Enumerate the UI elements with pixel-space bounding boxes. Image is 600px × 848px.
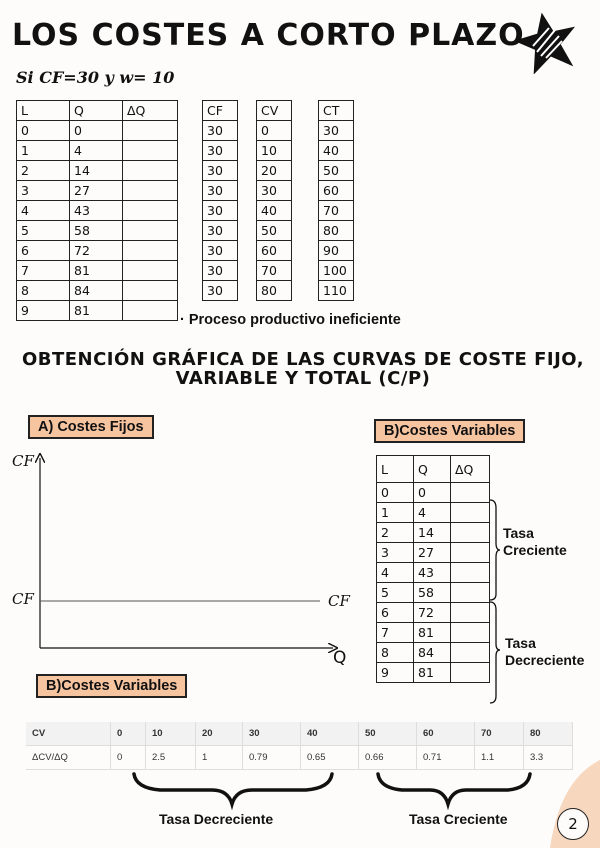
page-number: 2 <box>557 808 589 840</box>
header-dq: ΔQ <box>123 101 178 121</box>
table-row: 3 27 <box>17 181 178 201</box>
header-q: Q <box>414 456 451 483</box>
table-row: 5 58 <box>377 583 490 603</box>
table-row: 6 72 <box>377 603 490 623</box>
bottom-tasa-decreciente: Tasa Decreciente <box>159 811 274 827</box>
bracket-icons <box>488 498 502 708</box>
tasa-decreciente-label: Tasa Decreciente <box>505 635 585 668</box>
table-row: ΔCV/ΔQ 0 2.5 1 0.79 0.65 0.66 0.71 1.1 3.3 <box>26 746 573 770</box>
variable-costs-label-right: B)Costes Variables <box>374 419 525 443</box>
table-row: 2 14 <box>17 161 178 181</box>
inefficient-note: · Proceso productivo ineficiente <box>180 312 401 328</box>
cf-left-label: CF <box>12 590 34 608</box>
table-row: 4 43 <box>17 201 178 221</box>
bottom-tasa-creciente: Tasa Creciente <box>409 811 508 827</box>
header-dq: ΔQ <box>451 456 490 483</box>
header-l: L <box>377 456 414 483</box>
cf-header: CF <box>203 101 238 121</box>
cf-table: CF 30 30 30 30 30 30 30 30 30 <box>202 100 238 301</box>
table-row: 0 0 <box>17 121 178 141</box>
fixed-cost-graph <box>8 450 358 670</box>
corner-decoration <box>520 760 600 848</box>
variable-table <box>376 455 490 683</box>
production-table <box>16 100 178 321</box>
table-row: CV 0 10 20 30 40 50 60 70 80 <box>26 722 573 746</box>
star-icon <box>515 12 577 74</box>
header-q: Q <box>70 101 123 121</box>
ct-table: CT 30 40 50 60 70 80 90 100 110 <box>318 100 354 301</box>
fixed-costs-label: A) Costes Fijos <box>28 415 154 439</box>
table-row: 9 81 <box>377 663 490 683</box>
section-title: OBTENCIÓN GRÁFICA DE LAS CURVAS DE COSTE FIJO, VARIABLE Y TOTAL (C/P) <box>21 349 585 389</box>
y-axis-label: CF <box>12 452 34 470</box>
table-row: 2 14 <box>377 523 490 543</box>
table-row: 5 58 <box>17 221 178 241</box>
cv-table: CV 0 10 20 30 40 50 60 70 80 <box>256 100 292 301</box>
table-row: 4 43 <box>377 563 490 583</box>
x-axis-label: Q <box>333 648 347 668</box>
ct-header: CT <box>319 101 354 121</box>
table-row: 1 4 <box>17 141 178 161</box>
page-title: LOS COSTES A CORTO PLAZO <box>12 18 525 53</box>
cf-right-label: CF <box>328 592 350 610</box>
subtitle: Si CF=30 y w= 10 <box>16 68 175 87</box>
bottom-braces <box>130 770 570 810</box>
table-row: 7 81 <box>17 261 178 281</box>
table-row: 3 27 <box>377 543 490 563</box>
header-l: L <box>17 101 70 121</box>
marginal-cost-table <box>26 722 573 770</box>
table-row: 7 81 <box>377 623 490 643</box>
table-row: 1 4 <box>377 503 490 523</box>
cv-header: CV <box>257 101 292 121</box>
variable-costs-label-left: B)Costes Variables <box>36 674 187 698</box>
table-row: 0 0 <box>377 483 490 503</box>
table-row: 8 84 <box>17 281 178 301</box>
tasa-creciente-label: Tasa Creciente <box>503 525 567 558</box>
table-row: 6 72 <box>17 241 178 261</box>
table-row: 8 84 <box>377 643 490 663</box>
table-row: 9 81 <box>17 301 178 321</box>
